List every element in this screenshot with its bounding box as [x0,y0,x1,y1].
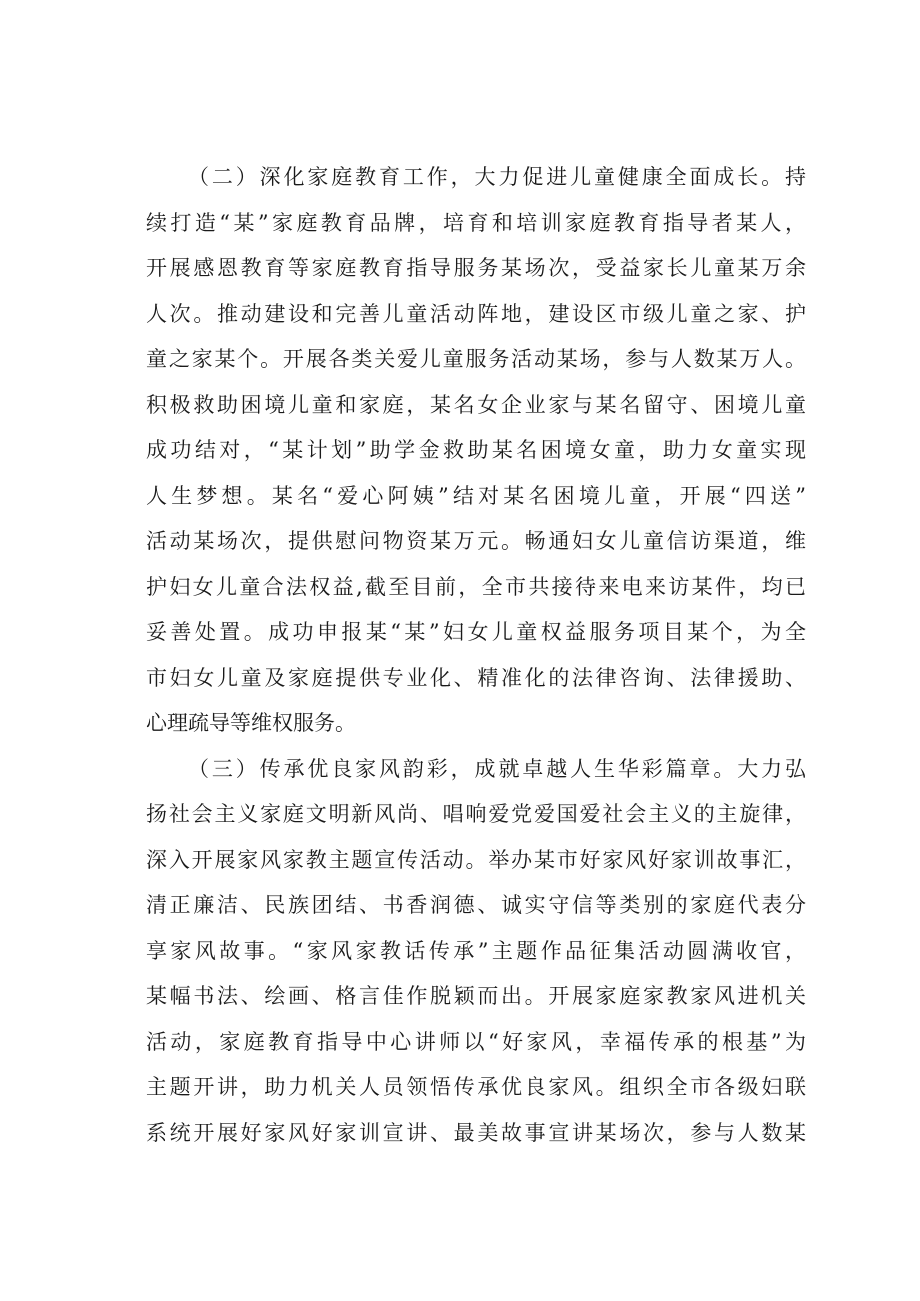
paragraph-line: 成功结对，“某计划”助学金救助某名困境女童，助力女童实现 [146,438,806,462]
paragraph-line: （三）传承优良家风韵彩，成就卓越人生华彩篇章。大力弘 [188,756,806,781]
paragraph-line: 人次。推动建设和完善儿童活动阵地，建设区市级儿童之家、护 [146,301,806,326]
paragraph-line: 扬社会主义家庭文明新风尚、唱响爱党爱国爱社会主义的主旋律， [146,802,806,826]
paragraph-line: 人生梦想。某名“爱心阿姨”结对某名困境儿童，开展“四送” [146,483,806,508]
paragraph-line: 童之家某个。开展各类关爱儿童服务活动某场，参与人数某万人。 [146,347,806,371]
paragraph-3 [146,747,806,1157]
paragraph-line: 心理疏导等维权服务。 [146,711,356,735]
document-body [146,155,806,1156]
paragraph-line: 某幅书法、绘画、格言佳作脱颖而出。开展家庭家教家风进机关 [146,984,806,1008]
paragraph-line: 主题开讲，助力机关人员领悟传承优良家风。组织全市各级妇联 [146,1075,806,1099]
paragraph-line: 系统开展好家风好家训宣讲、最美故事宣讲某场次，参与人数某 [146,1120,806,1145]
paragraph-line: 开展感恩教育等家庭教育指导服务某场次，受益家长儿童某万余 [146,256,806,280]
paragraph-line: 妥善处置。成功申报某“某”妇女儿童权益服务项目某个，为全 [146,620,806,644]
paragraph-line: 市妇女儿童及家庭提供专业化、精准化的法律咨询、法律援助、 [146,665,806,690]
paragraph-line: 享家风故事。“家风家教话传承”主题作品征集活动圆满收官， [146,938,806,963]
paragraph-line: 积极救助困境儿童和家庭，某名女企业家与某名留守、困境儿童 [146,392,806,417]
paragraph-line: 活动某场次，提供慰问物资某万元。畅通妇女儿童信访渠道，维 [146,529,806,553]
paragraph-line: 深入开展家风家教主题宣传活动。举办某市好家风好家训故事汇， [146,847,806,872]
paragraph-line: 清正廉洁、民族团结、书香润德、诚实守信等类别的家庭代表分 [146,893,806,917]
paragraph-line: 续打造“某”家庭教育品牌，培育和培训家庭教育指导者某人， [146,210,806,235]
paragraph-line: 护妇女儿童合法权益,截至目前，全市共接待来电来访某件，均已 [146,574,806,599]
paragraph-line: 活动，家庭教育指导中心讲师以“好家风，幸福传承的根基”为 [146,1029,806,1054]
paragraph-2 [146,155,806,747]
paragraph-line: （二）深化家庭教育工作，大力促进儿童健康全面成长。持 [188,165,806,189]
